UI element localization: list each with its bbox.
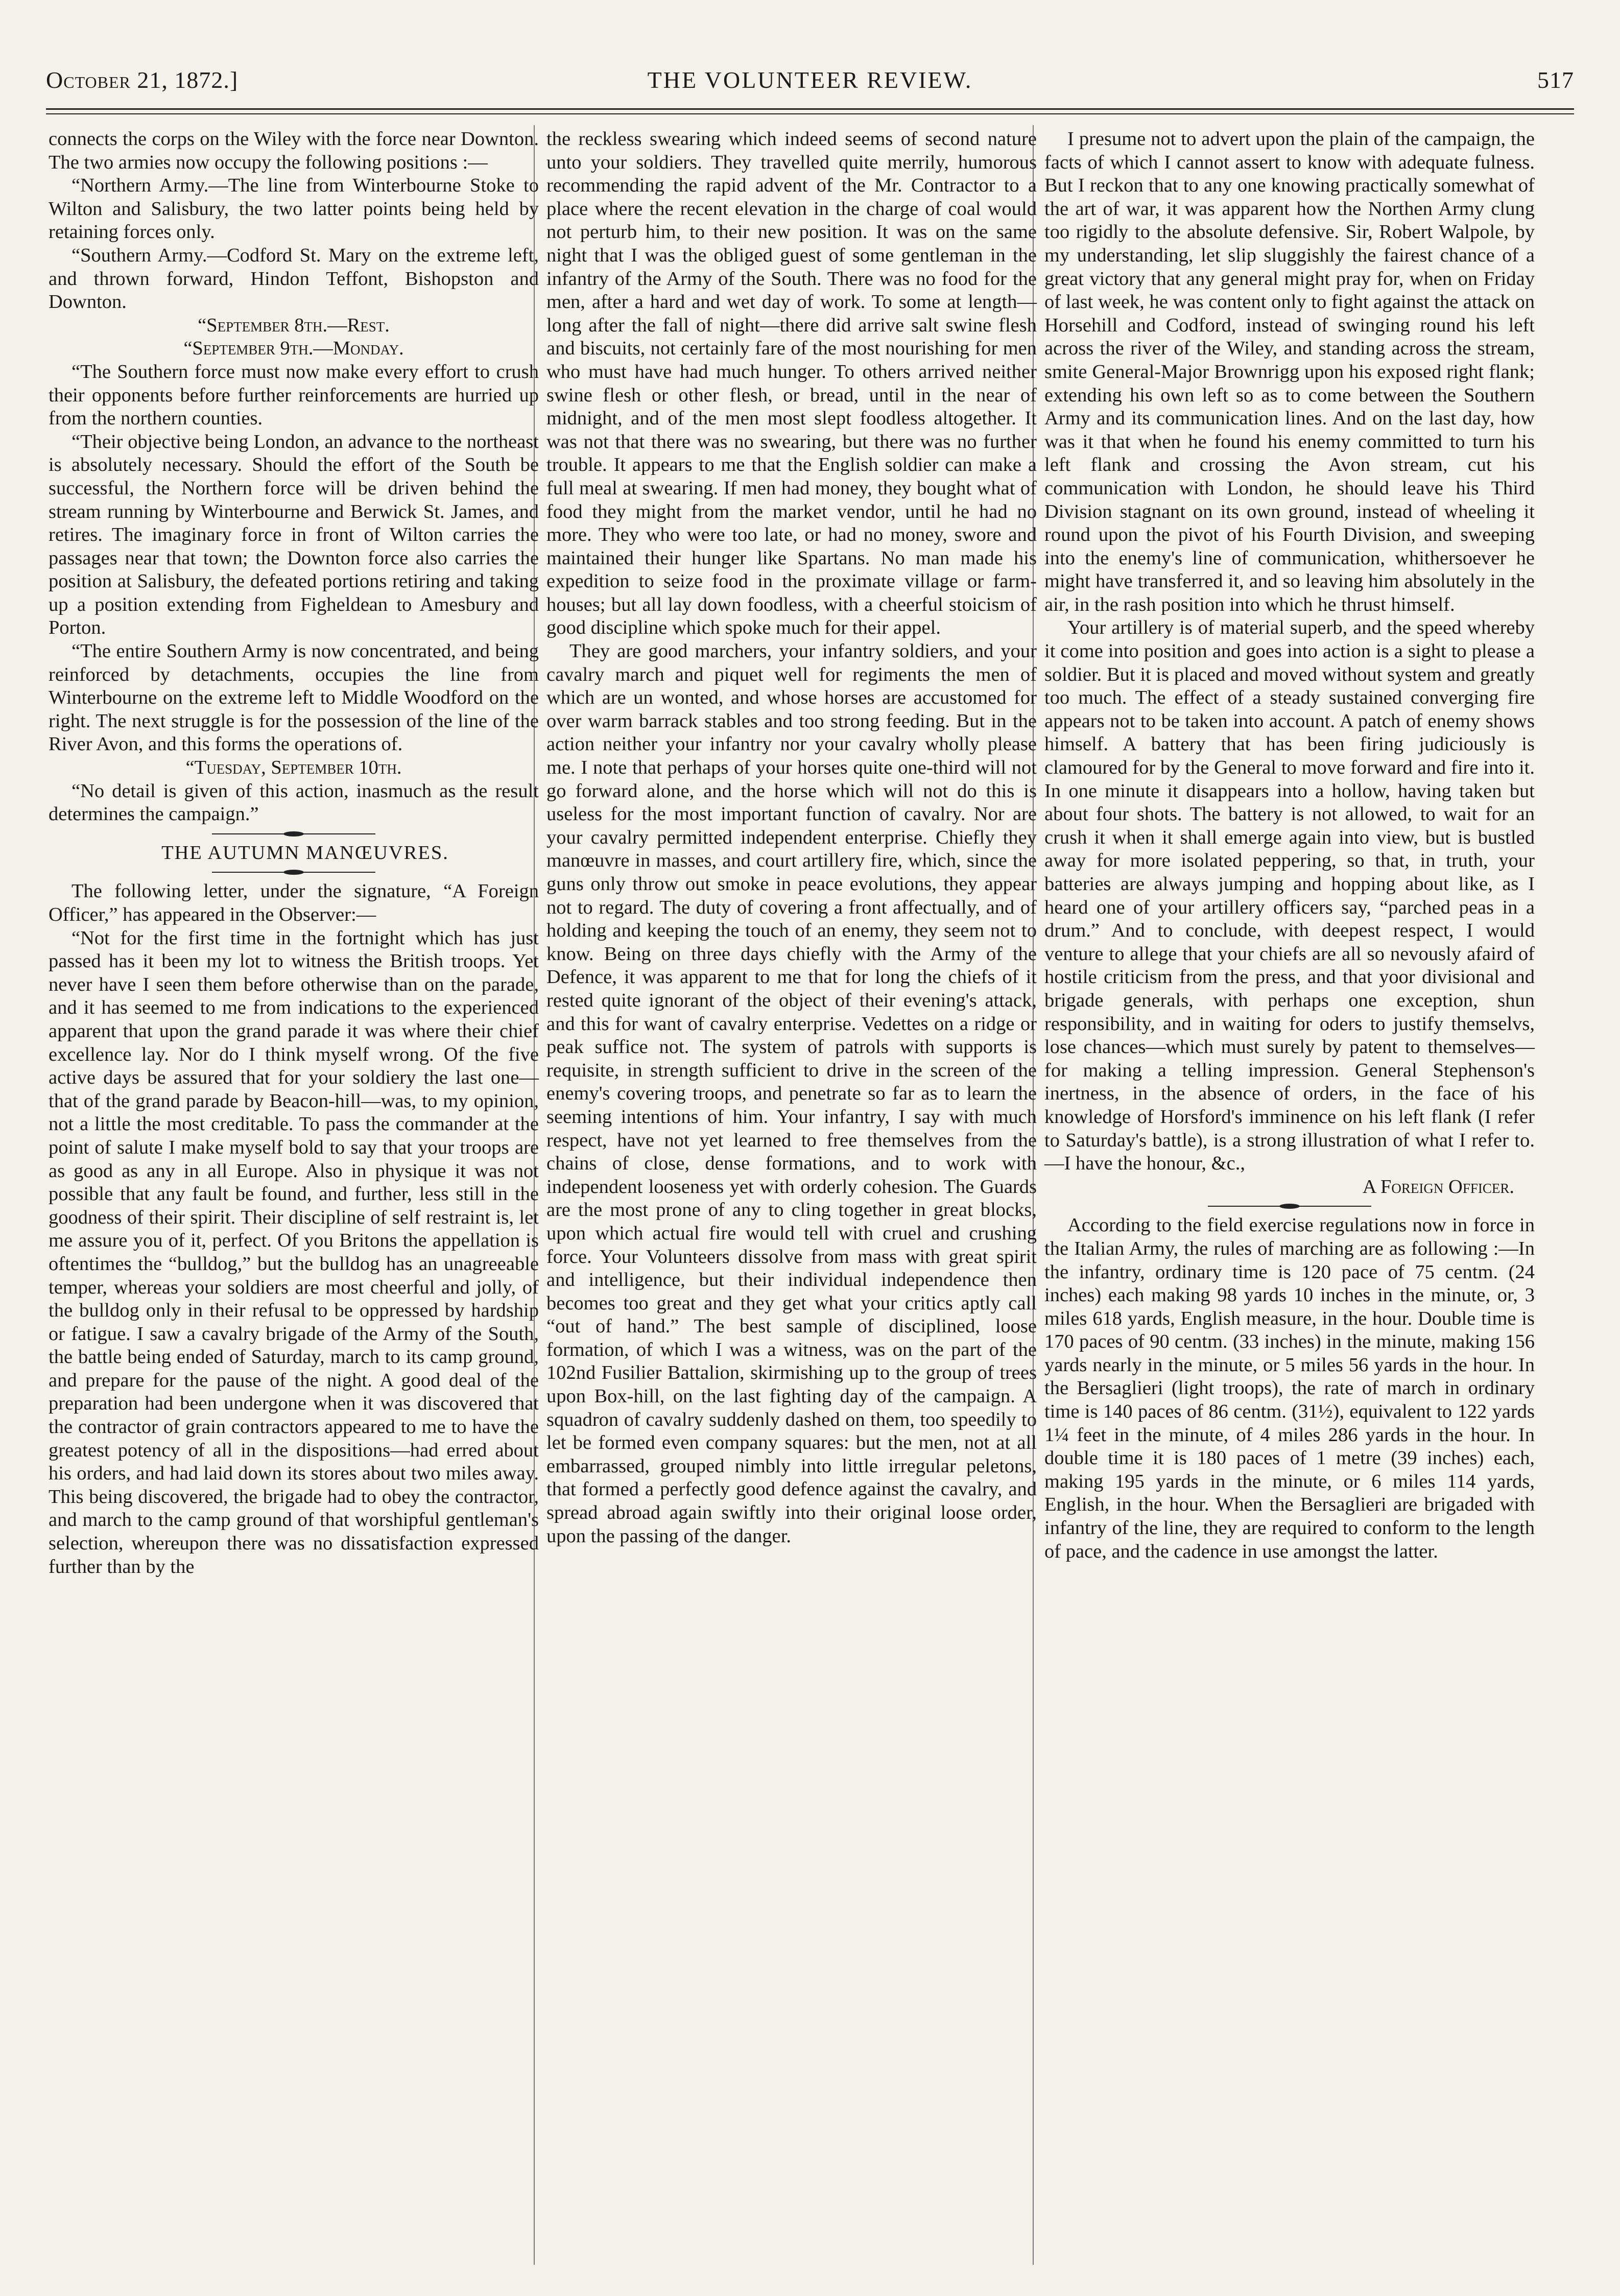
paragraph: The following letter, under the signature, “A Foreign Officer,” has appeared in the Observer:— — [49, 880, 539, 925]
column-1 — [49, 128, 539, 1578]
page-number: 517 — [1537, 67, 1574, 93]
date-line: “Tuesday, September 10th. — [185, 757, 402, 779]
column-3 — [1044, 128, 1535, 1563]
column-2 — [546, 128, 1037, 1548]
section-separator — [212, 829, 375, 839]
paragraph: According to the field exercise regulations now in force in the Italian Army, the rules of marching are as following :—In the infantry, ordinary time is 120 pace of 75 centm. (24 inches) each making 98 yards 10 inches in the minute, or, 3 miles 618 yards, English measure, in the hour. Double time is 170 paces of 90 centm. (33 inches) in the minute, making 156 yards nearly in the minute, or 5 miles 56 yards in the hour. In the Bersaglieri (light troops), the rate of march in ordinary time is 140 paces of 86 centm. (31½), equivalent to 122 yards 1¼ feet in the minute, of 4 miles 286 yards in the hour. In double time it is 180 paces of 1 metre (39 inches) each, making 195 yards in the minute, or 6 miles 114 yards, English, in the hour. When the Bersaglieri are brigaded with infantry of the line, they are required to conform to the length of pace, and the cadence in use amongst the latter. — [1044, 1214, 1535, 1562]
paragraph: I presume not to advert upon the plain of the campaign, the facts of which I cannot assert to know with adequate fulness. But I reckon that to any one knowing practically somewhat of the art of war, it was apparent how the Northen Army clung too rigidly to the absolute defensive. Sir, Robert Walpole, by my understanding, let slip sluggishly the fairest chance of a great victory that any general might pray for, when on Friday of last week, he was content only to fight against the attack on Horsehill and Codford, instead of swinging round his left across the river of the Wiley, and standing across the stream, smite General-Major Brownrigg upon his exposed right flank; extending his own left so as to come between the Southern Army and its communication lines. And on the last day, how was it that when he found his enemy committed to turn his left flank and crossing the Avon stream, cut his communication with London, he should leave his Third Division stagnant on its own ground, instead of wheeling it round upon the pivot of his Fourth Division, and sweeping into the enemy's line of communication, whithersoever he might have transferred it, and so leaving him absolutely in the air, in the rash position into which he thrust himself. — [1044, 128, 1535, 615]
paragraph: They are good marchers, your infantry soldiers, and your cavalry march and piquet well for regiments the men of which are un wonted, and whose horses are accustomed for over warm barrack stables and too strong feeding. But in the action neither your infantry nor your cavalry wholly please me. I note that perhaps of your horses quite one-third will not go forward alone, and the horse which will not do this is useless for the most important function of cavalry. Nor are your cavalry permitted independent enterprise. Chiefly they manœuvre in masses, and court artillery fire, which, since the guns only throw out smoke in peace evolutions, they appear not to regard. The duty of covering a front affectually, and of holding and keeping the touch of an enemy, they seem not to know. Being on three days chiefly with the Army of the Defence, it was apparent to me that for long the chiefs of it rested quite ignorant of the object of their evening's attack, and this for want of cavalry enterprise. Vedettes on a ridge or peak suffice not. The system of patrols with supports is requisite, in strength sufficient to drive in the screen of the enemy's covering troops, and penetrate so far as to learn the seeming intentions of him. Your infantry, I say with much respect, have not yet learned to free themselves from the chains of close, dense formations, and to work with independent looseness yet with orderly cohesion. The Guards are the most prone of any to cling together in great blocks, upon which actual fire would tell with cruel and crushing force. Your Volunteers dissolve from mass with great spirit and intelligence, but their individual independence then becomes too great and they get what your critics aptly call “out of hand.” The best sample of disciplined, loose formation, of which I was a witness, was on the part of the 102nd Fusilier Battalion, skirmishing up to the group of trees upon Box-hill, on the last fighting day of the campaign. A squadron of cavalry suddenly dashed on them, too speedily to let be formed even company squares: but the men, not at all embarrassed, grouped nimbly into little irregular peletons, that formed a perfectly good defence against the cavalry, and spread abroad again swiftly into their original loose order, upon the passing of the danger. — [546, 640, 1037, 1547]
paragraph: “Not for the first time in the fortnight which has just passed has it been my lot to witness the British troops. Yet never have I seen them before otherwise than on the parade, and it has seemed to me from indications to the experienced apparent that upon the grand parade it was where their chief excellence lay. Nor do I think myself wrong. Of the five active days be assured that for your soldiery the last one—that of the grand parade by Beacon-hill—was, to my opinion, not a little the most creditable. To pass the commander at the point of salute I make myself bold to say that your troops are as good as any in all Europe. Also in physique it was not possible that any fault be found, and further, less still in the goodness of their spirit. Their discipline of self restraint is, let me assure you of it, perfect. Of you Britons the appellation is oftentimes the “bulldog,” but the bulldog has an unagreeable temper, whereas your soldiers are most cheerful and jolly, of the bulldog only in their refusal to be oppressed by hardship or fatigue. I saw a cavalry brigade of the Army of the South, the battle being ended of Saturday, march to its camp ground, and prepare for the pause of the night. A good deal of the preparation had been undergone when it was discovered that the contractor of grain contractors appeared to me to have the greatest potency of all in the dispositions—had erred about his orders, and had laid down its stores about two miles away. This being discovered, the brigade had to obey the contractor, and march to the camp ground of that worshipful gentleman's selection, whereupon there was no dissatisfaction expressed further than by the — [49, 927, 539, 1577]
issue-date: October 21, 1872.] — [46, 67, 239, 93]
paragraph: the reckless swearing which indeed seems of second nature unto your soldiers. They travelled quite merrily, humorous recommending the rapid advent of the Mr. Contractor to a place where the recent elevation in the charge of coal would not perturb him, to their new position. It was on the same night that I was the obliged guest of some gentleman in the infantry of the Army of the South. There was no food for the men, after a hard and wet day of work. To some at length—long after the fall of night—there did arrive salt swine flesh and biscuits, not certainly fare of the most nourishing for men who must have had much hunger. To others arrived neither swine flesh or other flesh, or bread, until in the near of midnight, and of the men most slept foodless altogether. It was not that there was no swearing, but there was no further trouble. It appears to me that the English soldier can make a full meal at swearing. If men had money, they bought what of food they might from the market vendor, until he had no more. They who were too late, or had no money, swore and maintained their hunger like Spartans. No man made his expedition to seize food in the proximate village or farm-houses; but all lay down foodless, with a cheerful stoicism of good discipline which spoke much for their appel. — [546, 128, 1037, 639]
article-heading: THE AUTUMN MANŒUVRES. — [161, 842, 449, 864]
paragraph: connects the corps on the Wiley with the force near Downton. The two armies now occupy the following positions :— — [49, 128, 539, 173]
paragraph: “The entire Southern Army is now concentrated, and being reinforced by detachments, occupies the line from Winterbourne on the extreme left to Middle Woodford on the right. The next struggle is for the possession of the line of the River Avon, and this forms the operations of. — [49, 640, 539, 755]
paragraph: “Northern Army.—The line from Winterbourne Stoke to Wilton and Salisbury, the two latter points being held by retaining forces only. — [49, 175, 539, 243]
paragraph: “Their objective being London, an advance to the northeast is absolutely necessary. Should the effort of the South be successful, the Northern force will be driven behind the stream running by Winterbourne and Berwick St. James, and retires. The imaginary force in front of Wilton carries the passages near that town; the Downton force also carries the position at Salisbury, the defeated portions retiring and taking up a position extending from Figheldean to Amesbury and Porton. — [49, 430, 539, 639]
paragraph: “No detail is given of this action, inasmuch as the result determines the campaign.” — [49, 780, 539, 825]
date-line: “September 8th.—Rest. — [198, 314, 390, 336]
section-separator — [1208, 1202, 1371, 1211]
signature: A Foreign Officer. — [1362, 1176, 1514, 1198]
publication-title: THE VOLUNTEER REVIEW. — [647, 67, 973, 93]
date-line: “September 9th.—Monday. — [183, 338, 404, 360]
section-separator — [212, 868, 375, 877]
paragraph: “Southern Army.—Codford St. Mary on the extreme left, and thrown forward, Hindon Teffont, Bishopston and Downton. — [49, 244, 539, 313]
page-header — [46, 66, 1574, 107]
header-rule — [46, 108, 1574, 110]
header-rule-thin — [46, 113, 1574, 114]
paragraph: Your artillery is of material superb, and the speed whereby it come into position and goes into action is a sight to please a soldier. But it is placed and moved without system and greatly too much. The effect of a steady sustained converging fire appears not to be taken into account. A patch of enemy shows himself. A battery that has been firing judiciously is clamoured for by the General to move forward and fire into it. In one minute it disappears into a hollow, having taken but about four shots. The battery is not allowed, to wait for an crush it when it shall emerge again into view, but is bustled away for more isolated peppering, so that, in truth, your batteries are always jumping and hopping about like, as I heard one of your artillery officers say, “parched peas in a drum.” And to conclude, with deepest respect, I would venture to allege that your chiefs are all so nevously afaird of hostile criticism from the press, and that yoor divisional and brigade generals, with perhaps one exception, shun responsibility, and in waiting for oders to justify themselvs, lose chances—which must surely by patent to themselves—for making a telling impression. General Stephenson's inertness, in the absence of orders, in the face of his knowledge of Horsford's imminence on his left flank (I refer to Saturday's battle), is a strong illustration of what I refer to.—I have the honour, &c., — [1044, 617, 1535, 1175]
paragraph: “The Southern force must now make every effort to crush their opponents before further reinforcements are hurried up from the northern counties. — [49, 361, 539, 429]
